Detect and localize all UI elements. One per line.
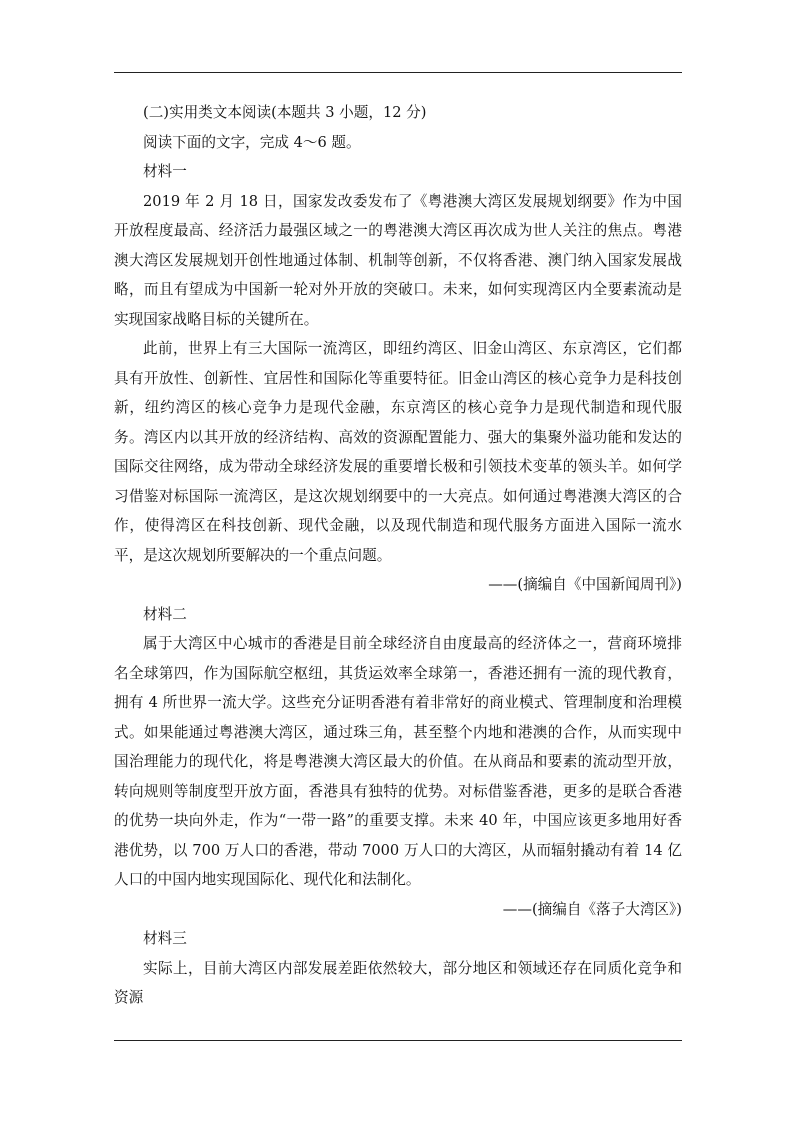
material1-paragraph: 2019 年 2 月 18 日，国家发改委发布了《粤港澳大湾区发展规划纲要》作为中国开放程度最高、经济活力最强区域之一的粤港澳大湾区再次成为世人关注的焦点。粤港澳大湾区发展规划开创性地通过体制、机制等创新，不仅将香港、澳门纳入国家发展战略，而且有望成为中国新一轮对外开放的突破口。未来，如何实现湾区内全要素流动是实现国家战略目标的关键所在。: [114, 192, 682, 328]
material3-title: 材料三: [143, 930, 187, 947]
material2-paragraph: 属于大湾区中心城市的香港是目前全球经济自由度最高的经济体之一，营商环境排名全球第四，作为国际航空枢纽，其货运效率全球第一，香港还拥有一流的现代教育，拥有 4 所世界一流大学。这些充分证明香港有着非常好的商业模式、管理制度和治理模式。如果能通过粤港澳大湾区，通过珠三角，甚至整个内地和港澳的合作，从而实现中国治理能力的现代化，将是粤港澳大湾区最大的价值。在从商品和要素的流动型开放，转向规则等制度型开放方面，香港具有独特的优势。对标借鉴香港，更多的是联合香港的优势一块向外走，作为“一带一路”的重要支撑。未来 40 年，中国应该更多地用好香港优势，以 700 万人口的香港，带动 7000 万人口的大湾区，从而辐射撬动有着 14 亿人口的中国内地实现国际化、现代化和法制化。: [114, 635, 682, 888]
footer-rule: [114, 1040, 682, 1041]
document-body: [114, 98, 682, 1013]
material1-title: 材料一: [143, 163, 187, 180]
section-heading: (二)实用类文本阅读(本题共 3 小题，12 分): [143, 104, 427, 121]
material2-source: ——(摘编自《落子大湾区》): [502, 900, 682, 918]
material1-paragraph: 此前，世界上有三大国际一流湾区，即纽约湾区、旧金山湾区、东京湾区，它们都具有开放性、创新性、宜居性和国际化等重要特征。旧金山湾区的核心竞争力是科技创新，纽约湾区的核心竞争力是现代金融，东京湾区的核心竞争力是现代制造和现代服务。湾区内以其开放的经济结构、高效的资源配置能力、强大的集聚外溢功能和发达的国际交往网络，成为带动全球经济发展的重要增长极和引领技术变革的领头羊。如何学习借鉴对标国际一流湾区，是这次规划纲要中的一大亮点。如何通过粤港澳大湾区的合作，使得湾区在科技创新、现代金融，以及现代制造和现代服务方面进入国际一流水平，是这次规划所要解决的一个重点问题。: [114, 340, 682, 564]
material3-paragraph: 实际上，目前大湾区内部发展差距依然较大，部分地区和领域还存在同质化竞争和资源: [114, 959, 682, 1006]
material1-source: ——(摘编自《中国新闻周刊》): [488, 576, 682, 593]
instruction: 阅读下面的文字，完成 4～6 题。: [143, 133, 361, 151]
material2-title: 材料二: [143, 605, 187, 623]
header-rule: [114, 72, 682, 73]
